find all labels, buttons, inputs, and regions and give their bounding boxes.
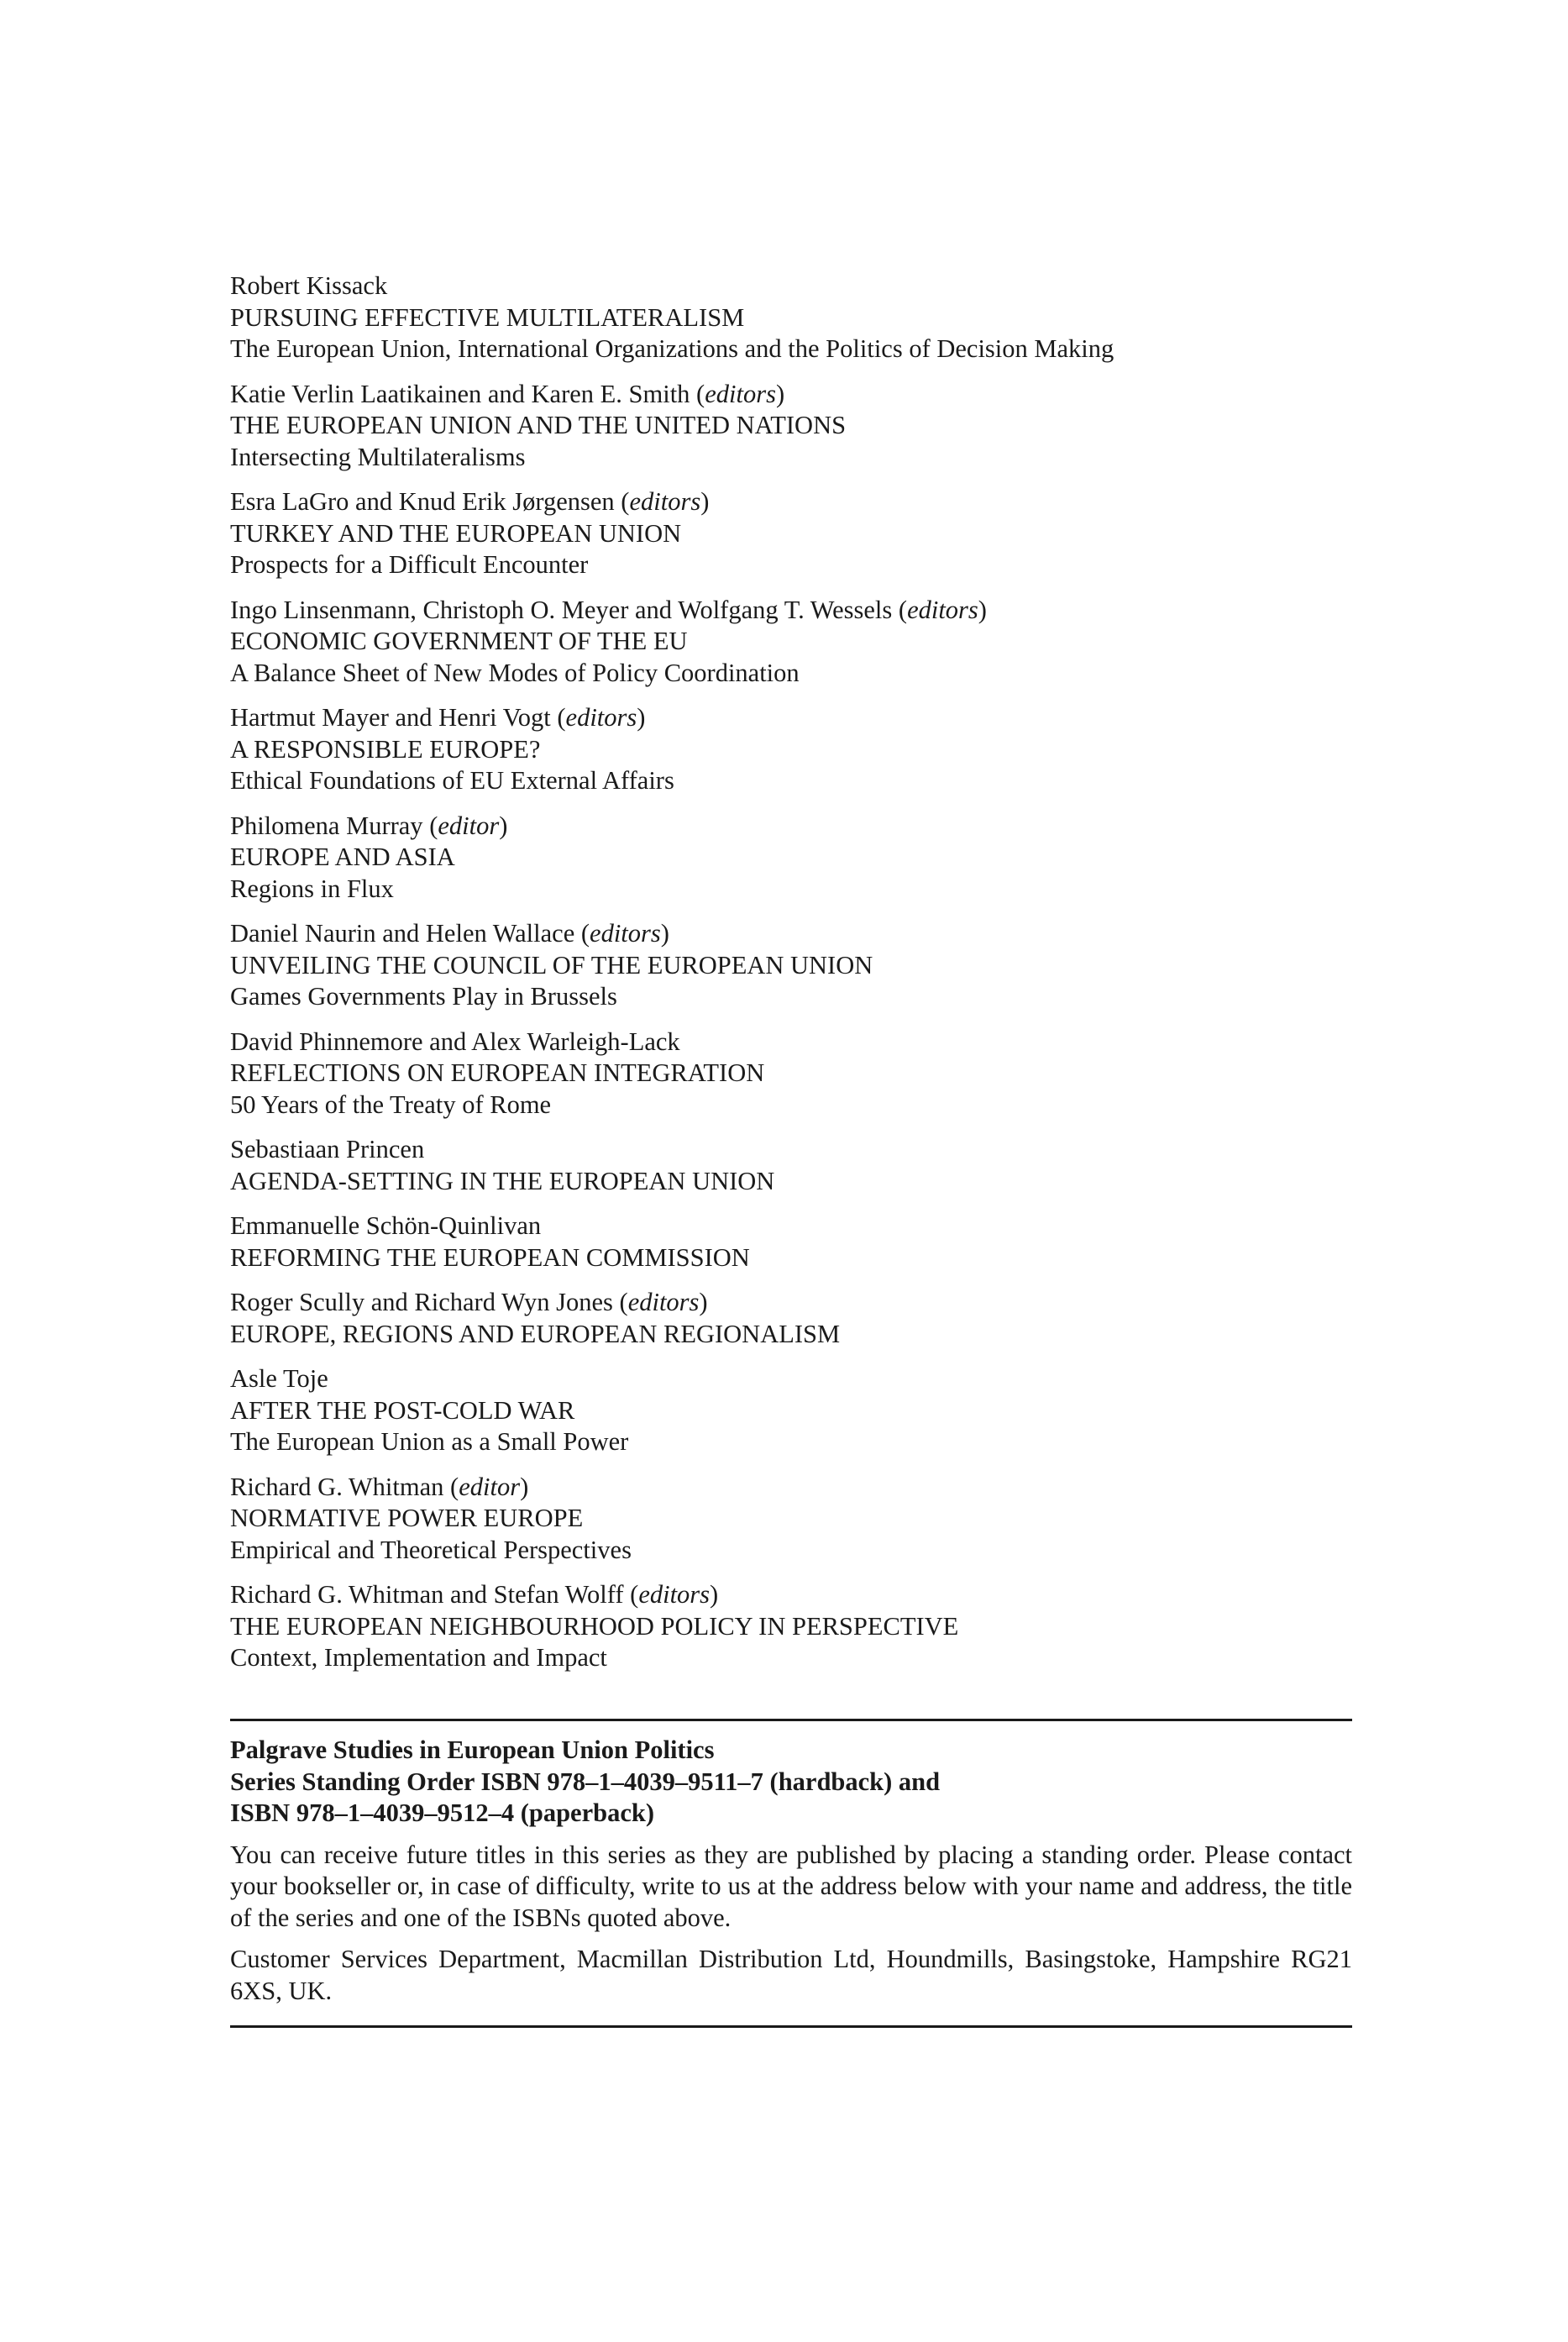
book-entry xyxy=(230,1363,1352,1458)
book-author-names: Emmanuelle Schön-Quinlivan xyxy=(230,1211,542,1240)
book-authors: Roger Scully and Richard Wyn Jones (editors) xyxy=(230,1288,708,1316)
book-title: A RESPONSIBLE EUROPE? xyxy=(230,734,541,764)
book-entry xyxy=(230,379,1352,474)
book-author-names: Roger Scully and Richard Wyn Jones xyxy=(230,1288,613,1316)
book-title: EUROPE, REGIONS AND EUROPEAN REGIONALISM xyxy=(230,1319,841,1348)
book-editor-note: editors xyxy=(907,595,978,624)
book-author-names: Asle Toje xyxy=(230,1364,328,1393)
book-entry xyxy=(230,1027,1352,1121)
book-subtitle: Context, Implementation and Impact xyxy=(230,1643,607,1672)
book-entry xyxy=(230,1210,1352,1273)
book-authors: Esra LaGro and Knud Erik Jørgensen (editors) xyxy=(230,487,710,516)
book-author-names: Philomena Murray xyxy=(230,811,423,840)
book-author-names: Daniel Naurin and Helen Wallace xyxy=(230,919,575,948)
book-editor-note: editors xyxy=(638,1580,711,1609)
book-entry xyxy=(230,1134,1352,1197)
book-title: EUROPE AND ASIA xyxy=(230,843,455,871)
book-authors: Richard G. Whitman (editor) xyxy=(230,1472,529,1501)
book-author-names: David Phinnemore and Alex Warleigh-Lack xyxy=(230,1027,680,1056)
book-title: PURSUING EFFECTIVE MULTILATERALISM xyxy=(230,302,745,332)
book-author-names: Robert Kissack xyxy=(230,271,388,300)
book-author-names: Esra LaGro and Knud Erik Jørgensen xyxy=(230,487,615,516)
book-subtitle: 50 Years of the Treaty of Rome xyxy=(230,1090,552,1119)
book-editor-note: editors xyxy=(590,919,661,948)
series-standing-order-box xyxy=(230,1719,1352,2028)
book-subtitle: The European Union, International Organizations and the Politics of Decision Making xyxy=(230,334,1114,363)
book-subtitle: Prospects for a Difficult Encounter xyxy=(230,550,589,579)
book-editor-note: editors xyxy=(705,379,776,408)
book-subtitle: Intersecting Multilateralisms xyxy=(230,442,526,471)
book-subtitle: Ethical Foundations of EU External Affairs xyxy=(230,766,674,795)
book-author-names: Hartmut Mayer and Henri Vogt xyxy=(230,703,551,732)
book-authors: Richard G. Whitman and Stefan Wolff (editors) xyxy=(230,1580,719,1609)
book-authors xyxy=(230,1363,1352,1395)
book-authors: Ingo Linsenmann, Christoph O. Meyer and Wolfgang T. Wessels (editors) xyxy=(230,595,987,624)
book-editor-note: editor xyxy=(459,1472,521,1501)
book-authors: Daniel Naurin and Helen Wallace (editors) xyxy=(230,919,669,948)
book-authors xyxy=(230,1134,1352,1166)
book-editor-note: editors xyxy=(565,703,637,732)
book-subtitle: The European Union as a Small Power xyxy=(230,1427,629,1456)
book-author-names: Sebastiaan Princen xyxy=(230,1135,425,1163)
book-title: THE EUROPEAN UNION AND THE UNITED NATIONS xyxy=(230,411,847,439)
book-list xyxy=(230,270,1352,1688)
book-subtitle: Empirical and Theoretical Perspectives xyxy=(230,1535,632,1564)
book-editor-note: editors xyxy=(629,487,701,516)
book-authors xyxy=(230,1210,1352,1242)
series-isbn-paperback: ISBN 978–1–4039–9512–4 (paperback) xyxy=(230,1799,654,1827)
book-entry xyxy=(230,595,1352,690)
series-isbn-hardback: Series Standing Order ISBN 978–1–4039–9511–7 (hardback) and xyxy=(230,1767,941,1796)
book-entry xyxy=(230,702,1352,797)
standing-order-text: You can receive future titles in this series as they are published by placing a standing order. Please contact your bookseller or, in case of difficulty, write to us at the address below with your name and address, the title of the series and one of the ISBNs quoted above. xyxy=(230,1840,1352,1932)
book-subtitle: Games Governments Play in Brussels xyxy=(230,982,617,1011)
book-entry xyxy=(230,918,1352,1013)
book-authors: Hartmut Mayer and Henri Vogt (editors) xyxy=(230,703,646,732)
book-title: UNVEILING THE COUNCIL OF THE EUROPEAN UNION xyxy=(230,950,873,979)
book-title: TURKEY AND THE EUROPEAN UNION xyxy=(230,518,682,548)
book-title: AFTER THE POST-COLD WAR xyxy=(230,1395,575,1425)
book-author-names: Katie Verlin Laatikainen and Karen E. Smith xyxy=(230,379,690,408)
book-authors: Philomena Murray (editor) xyxy=(230,811,508,840)
book-editor-note: editor xyxy=(438,811,500,840)
book-title: ECONOMIC GOVERNMENT OF THE EU xyxy=(230,627,688,655)
book-entries xyxy=(230,270,1352,1674)
book-subtitle: Regions in Flux xyxy=(230,874,394,903)
book-title: REFORMING THE EUROPEAN COMMISSION xyxy=(230,1242,750,1272)
customer-services-address: Customer Services Department, Macmillan Distribution Ltd, Houndmills, Basingstoke, Hampshire RG21 6XS, UK. xyxy=(230,1945,1352,2005)
book-title: AGENDA-SETTING IN THE EUROPEAN UNION xyxy=(230,1166,775,1195)
book-authors xyxy=(230,270,1352,302)
book-entry xyxy=(230,486,1352,581)
book-editor-note: editors xyxy=(627,1288,700,1316)
book-entry xyxy=(230,811,1352,906)
book-entry xyxy=(230,1287,1352,1350)
book-author-names: Richard G. Whitman xyxy=(230,1472,444,1501)
book-entry xyxy=(230,270,1352,365)
book-author-names: Ingo Linsenmann, Christoph O. Meyer and Wolfgang T. Wessels xyxy=(230,595,893,624)
book-entry xyxy=(230,1579,1352,1674)
book-author-names: Richard G. Whitman and Stefan Wolff xyxy=(230,1580,624,1609)
book-authors: Katie Verlin Laatikainen and Karen E. Smith (editors) xyxy=(230,379,785,408)
book-subtitle: A Balance Sheet of New Modes of Policy Coordination xyxy=(230,658,800,687)
book-authors xyxy=(230,1027,1352,1058)
book-title: NORMATIVE POWER EUROPE xyxy=(230,1504,584,1532)
series-heading xyxy=(230,1735,1352,1830)
series-title: Palgrave Studies in European Union Politics xyxy=(230,1735,715,1764)
book-title: REFLECTIONS ON EUROPEAN INTEGRATION xyxy=(230,1058,765,1087)
book-title: THE EUROPEAN NEIGHBOURHOOD POLICY IN PERSPECTIVE xyxy=(230,1611,959,1641)
book-entry xyxy=(230,1472,1352,1567)
